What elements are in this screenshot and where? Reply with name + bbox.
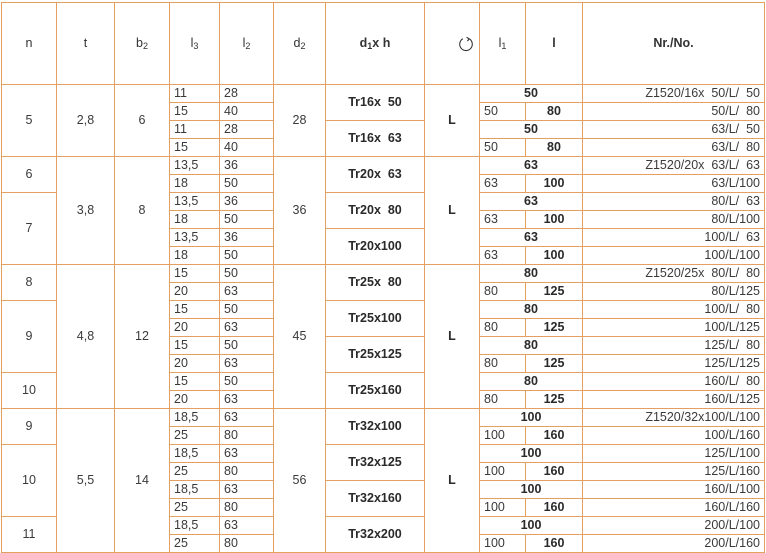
cell-n: 10 <box>2 373 57 409</box>
cell-nr: Z1520/20x 63/L/ 63 <box>583 157 765 175</box>
cell-l2: 63 <box>220 445 274 463</box>
cell-l3: 15 <box>170 301 220 319</box>
cell-n: 7 <box>2 193 57 265</box>
cell-nr: 160/L/100 <box>583 481 765 499</box>
cell-l3: 18,5 <box>170 445 220 463</box>
cell-nr: 125/L/125 <box>583 355 765 373</box>
header-l3: $l_3$ <box>170 3 220 85</box>
cell-nr: 80/L/125 <box>583 283 765 301</box>
cell-l3: 18,5 <box>170 409 220 427</box>
cell-direction: L <box>425 265 480 409</box>
cell-l1: 80 <box>480 355 526 373</box>
cell-nr: Z1520/16x 50/L/ 50 <box>583 85 765 103</box>
cell-d1xh: Tr20x 63 <box>326 157 425 193</box>
cell-d1xh: Tr25x 80 <box>326 265 425 301</box>
header-row <box>2 3 765 85</box>
cell-l: 100 <box>526 247 583 265</box>
cell-nr: Z1520/32x100/L/100 <box>583 409 765 427</box>
cell-nr: Z1520/25x 80/L/ 80 <box>583 265 765 283</box>
header-rotation <box>425 3 480 85</box>
cell-l3: 18,5 <box>170 481 220 499</box>
cell-nr: 100/L/ 63 <box>583 229 765 247</box>
cell-l2: 40 <box>220 139 274 157</box>
cell-nr: 63/L/ 50 <box>583 121 765 139</box>
header-n: n <box>2 3 57 85</box>
cell-l1: 80 <box>480 319 526 337</box>
cell-nr: 80/L/ 63 <box>583 193 765 211</box>
cell-n: 5 <box>2 85 57 157</box>
cell-l: 160 <box>526 535 583 553</box>
cell-direction: L <box>425 85 480 157</box>
cell-l3: 13,5 <box>170 229 220 247</box>
cell-l3: 15 <box>170 139 220 157</box>
cell-nr: 50/L/ 80 <box>583 103 765 121</box>
cell-l3: 15 <box>170 337 220 355</box>
cell-l1: 100 <box>480 535 526 553</box>
cell-b2: 6 <box>115 85 170 157</box>
spec-table-body <box>2 85 765 553</box>
cell-d1xh: Tr16x 63 <box>326 121 425 157</box>
cell-nr: 160/L/125 <box>583 391 765 409</box>
cell-l1: 63 <box>480 175 526 193</box>
cell-nr: 80/L/100 <box>583 211 765 229</box>
cell-l3: 20 <box>170 283 220 301</box>
cell-d2: 36 <box>274 157 326 265</box>
cell-l: 125 <box>526 319 583 337</box>
cell-l1: 100 <box>480 499 526 517</box>
cell-l: 100 <box>526 211 583 229</box>
cell-t: 4,8 <box>57 265 115 409</box>
cell-nr: 125/L/160 <box>583 463 765 481</box>
header-d2: $d_2$ <box>274 3 326 85</box>
cell-d2: 45 <box>274 265 326 409</box>
cell-l3: 18 <box>170 211 220 229</box>
cell-l2: 28 <box>220 85 274 103</box>
cell-n: 6 <box>2 157 57 193</box>
cell-l1: 50 <box>480 139 526 157</box>
cell-l-merged: 63 <box>480 157 583 175</box>
cell-nr: 63/L/ 80 <box>583 139 765 157</box>
table-row <box>2 85 765 103</box>
cell-l2: 63 <box>220 319 274 337</box>
cell-l2: 50 <box>220 301 274 319</box>
cell-l1: 50 <box>480 103 526 121</box>
cell-direction: L <box>425 157 480 265</box>
cell-n: 8 <box>2 265 57 301</box>
header-l: l <box>526 3 583 85</box>
cell-l-merged: 80 <box>480 337 583 355</box>
cell-nr: 63/L/100 <box>583 175 765 193</box>
cell-d1xh: Tr20x100 <box>326 229 425 265</box>
cell-nr: 160/L/160 <box>583 499 765 517</box>
cell-l-merged: 100 <box>480 445 583 463</box>
cell-l3: 15 <box>170 265 220 283</box>
cell-l2: 63 <box>220 355 274 373</box>
cell-l2: 50 <box>220 373 274 391</box>
cell-l: 125 <box>526 355 583 373</box>
header-t: t <box>57 3 115 85</box>
cell-l3: 13,5 <box>170 193 220 211</box>
cell-l2: 80 <box>220 499 274 517</box>
cell-b2: 14 <box>115 409 170 553</box>
cell-d1xh: Tr32x125 <box>326 445 425 481</box>
cell-l3: 15 <box>170 373 220 391</box>
cell-l3: 11 <box>170 121 220 139</box>
cell-l3: 20 <box>170 391 220 409</box>
cell-l3: 25 <box>170 499 220 517</box>
cell-l-merged: 50 <box>480 121 583 139</box>
cell-l2: 50 <box>220 175 274 193</box>
cell-l2: 80 <box>220 427 274 445</box>
cell-l-merged: 80 <box>480 265 583 283</box>
cell-nr: 200/L/100 <box>583 517 765 535</box>
cell-l2: 28 <box>220 121 274 139</box>
header-l1: $l_1$ <box>480 3 526 85</box>
cell-l1: 80 <box>480 391 526 409</box>
table-row <box>2 265 765 283</box>
cell-nr: 125/L/100 <box>583 445 765 463</box>
cell-l1: 100 <box>480 427 526 445</box>
cell-n: 9 <box>2 409 57 445</box>
header-nr: Nr./No. <box>583 3 765 85</box>
cell-d2: 56 <box>274 409 326 553</box>
cell-l2: 80 <box>220 535 274 553</box>
cell-l-merged: 63 <box>480 229 583 247</box>
cell-nr: 100/L/125 <box>583 319 765 337</box>
cell-l3: 20 <box>170 355 220 373</box>
table-row <box>2 157 765 175</box>
cell-t: 5,5 <box>57 409 115 553</box>
cell-d1xh: Tr20x 80 <box>326 193 425 229</box>
cell-l-merged: 80 <box>480 301 583 319</box>
table-row <box>2 409 765 427</box>
cell-l2: 80 <box>220 463 274 481</box>
cell-nr: 100/L/100 <box>583 247 765 265</box>
cell-d2: 28 <box>274 85 326 157</box>
header-l2: $l_2$ <box>220 3 274 85</box>
cell-l2: 50 <box>220 337 274 355</box>
cell-n: 10 <box>2 445 57 517</box>
cell-nr: 160/L/ 80 <box>583 373 765 391</box>
cell-l3: 18 <box>170 175 220 193</box>
cell-l-merged: 100 <box>480 481 583 499</box>
cell-l1: 63 <box>480 247 526 265</box>
cell-l3: 18 <box>170 247 220 265</box>
cell-n: 11 <box>2 517 57 553</box>
header-b2: $b_2$ <box>115 3 170 85</box>
cell-l1: 100 <box>480 463 526 481</box>
cell-l-merged: 100 <box>480 517 583 535</box>
cell-nr: 125/L/ 80 <box>583 337 765 355</box>
cell-l2: 63 <box>220 481 274 499</box>
cell-b2: 12 <box>115 265 170 409</box>
cell-l2: 63 <box>220 517 274 535</box>
cell-nr: 100/L/160 <box>583 427 765 445</box>
cell-n: 9 <box>2 301 57 373</box>
cell-l: 80 <box>526 103 583 121</box>
cell-l-merged: 100 <box>480 409 583 427</box>
cell-l3: 25 <box>170 463 220 481</box>
cell-d1xh: Tr25x100 <box>326 301 425 337</box>
cell-l: 160 <box>526 499 583 517</box>
cell-l3: 15 <box>170 103 220 121</box>
cell-l: 80 <box>526 139 583 157</box>
cell-l: 160 <box>526 427 583 445</box>
cell-l2: 50 <box>220 265 274 283</box>
cell-l2: 36 <box>220 193 274 211</box>
cell-l3: 11 <box>170 85 220 103</box>
cell-l2: 63 <box>220 391 274 409</box>
cell-l3: 25 <box>170 427 220 445</box>
cell-l2: 50 <box>220 211 274 229</box>
cell-l: 125 <box>526 391 583 409</box>
cell-l: 125 <box>526 283 583 301</box>
cell-l-merged: 80 <box>480 373 583 391</box>
cell-l2: 63 <box>220 283 274 301</box>
cell-l2: 36 <box>220 157 274 175</box>
cell-l-merged: 50 <box>480 85 583 103</box>
cell-l3: 20 <box>170 319 220 337</box>
cell-b2: 8 <box>115 157 170 265</box>
cell-l: 100 <box>526 175 583 193</box>
cell-d1xh: Tr25x125 <box>326 337 425 373</box>
cell-l1: 80 <box>480 283 526 301</box>
cell-l2: 63 <box>220 409 274 427</box>
cell-d1xh: Tr32x200 <box>326 517 425 553</box>
cell-d1xh: Tr32x100 <box>326 409 425 445</box>
header-d1xh: $d_1x$ h <box>326 3 425 85</box>
cell-l2: 36 <box>220 229 274 247</box>
cell-l2: 50 <box>220 247 274 265</box>
cell-t: 2,8 <box>57 85 115 157</box>
cell-d1xh: Tr16x 50 <box>326 85 425 121</box>
cell-l: 160 <box>526 463 583 481</box>
cell-l2: 40 <box>220 103 274 121</box>
cell-nr: 100/L/ 80 <box>583 301 765 319</box>
cell-l3: 13,5 <box>170 157 220 175</box>
cell-l-merged: 63 <box>480 193 583 211</box>
counterclockwise-rotation-icon <box>457 35 475 53</box>
cell-l3: 18,5 <box>170 517 220 535</box>
cell-direction: L <box>425 409 480 553</box>
cell-d1xh: Tr32x160 <box>326 481 425 517</box>
cell-l1: 63 <box>480 211 526 229</box>
cell-t: 3,8 <box>57 157 115 265</box>
cell-l3: 25 <box>170 535 220 553</box>
cell-nr: 200/L/160 <box>583 535 765 553</box>
spec-table <box>1 2 765 553</box>
cell-d1xh: Tr25x160 <box>326 373 425 409</box>
